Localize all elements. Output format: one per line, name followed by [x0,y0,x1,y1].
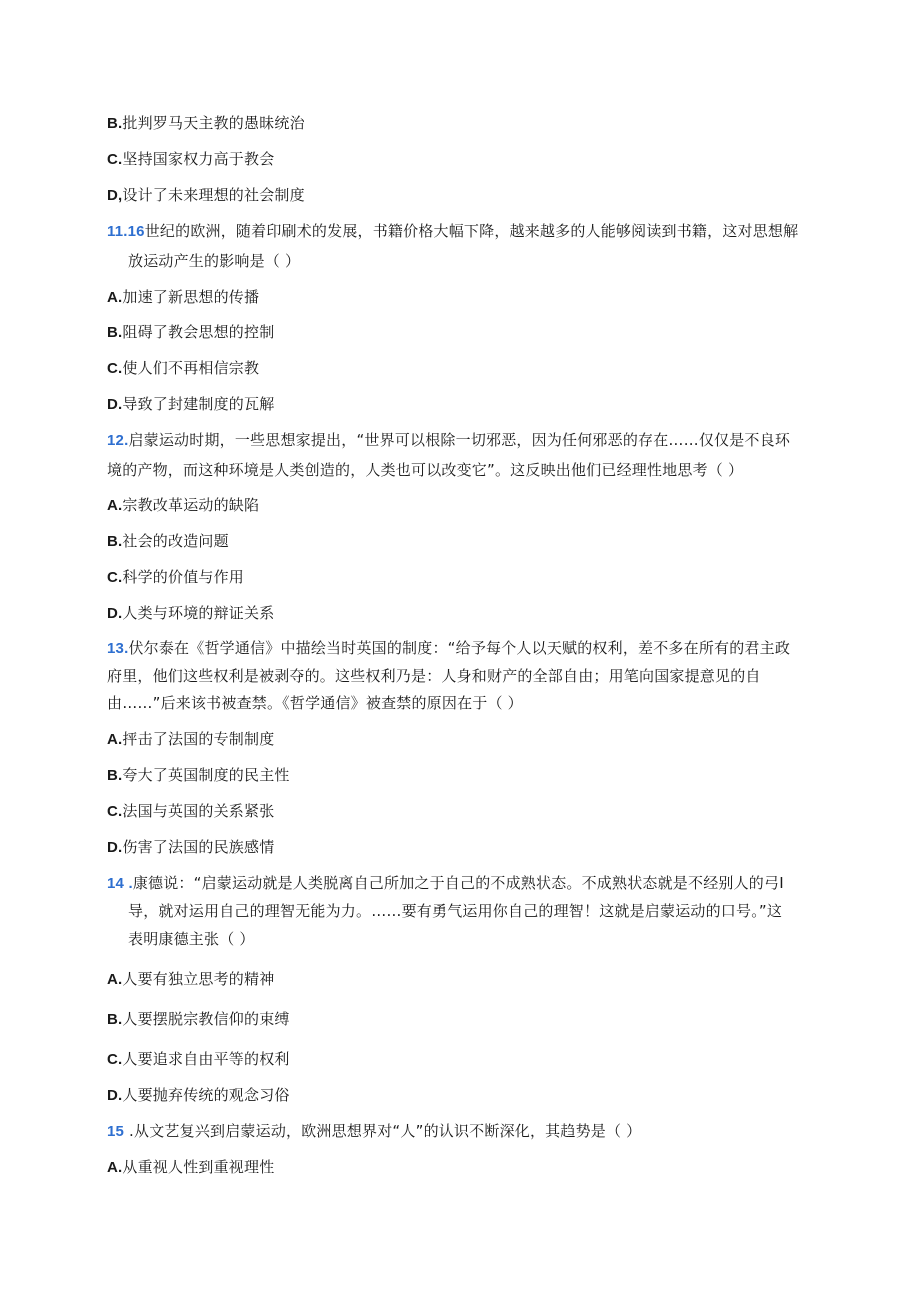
option-line [107,1049,290,1070]
question-line [107,873,784,894]
option-line [107,358,259,379]
option-letter: A. [107,1159,123,1176]
line-text: 康德说：“启蒙运动就是人类脱离自己所加之于自己的不成熟状态。不成熟状态就是不经别人的弓I [132,874,784,892]
line-text: 阻碍了教会思想的控制 [122,323,275,341]
option-letter: C. [107,569,123,586]
option-letter: C. [107,360,123,377]
option-letter: D, [107,187,123,204]
text-line [128,251,300,271]
line-text: 抨击了法国的专制制度 [122,730,275,748]
option-letter: A. [107,497,123,514]
line-text: 由……”后来该书被查禁。《哲学通信》被查禁的原因在于（ ） [107,694,523,712]
option-line [107,113,305,134]
line-text: 人类与环境的辩证关系 [122,604,275,622]
option-letter: B. [107,1011,123,1028]
text-line [128,901,782,921]
line-text: 放运动产生的影响是（ ） [128,252,301,270]
text-line [107,460,743,480]
option-letter: B. [107,533,123,550]
option-letter: D. [107,839,123,856]
line-text: 社会的改造问题 [122,532,229,550]
question-number: 11.16 [107,223,145,240]
option-line [107,1157,274,1178]
option-line [107,287,259,308]
option-line [107,322,274,343]
question-line [107,638,790,659]
option-letter: A. [107,731,123,748]
option-letter: D. [107,605,123,622]
question-line [107,1121,641,1142]
line-text: 坚持国家权力高于教会 [122,150,275,168]
line-text: 夸大了英国制度的民主性 [122,766,290,784]
option-letter: A. [107,289,123,306]
line-text: 境的产物，而这种环境是人类创造的，人类也可以改变它”。这反映出他们已经理性地思考（ ） [107,461,744,479]
question-number: 15 [107,1123,125,1140]
option-line [107,801,274,822]
line-text: 人要追求自由平等的权利 [122,1050,290,1068]
text-line [107,666,761,686]
option-line [107,394,274,415]
option-line [107,495,259,516]
option-letter: C. [107,803,123,820]
option-line [107,185,305,206]
option-line [107,729,274,750]
question-number: 13. [107,640,129,657]
line-text: 加速了新思想的传播 [122,288,260,306]
question-number: 14 . [107,875,133,892]
line-text: 表明康德主张（ ） [128,930,255,948]
line-text: 从重视人性到重视理性 [122,1158,275,1176]
line-text: 伏尔泰在《哲学通信》中描绘当时英国的制度：“给予每个人以天赋的权利，差不多在所有的君主政 [128,639,791,657]
question-line [107,221,798,242]
option-letter: B. [107,767,123,784]
option-line [107,531,229,552]
option-line [107,765,290,786]
line-text: 使人们不再相信宗教 [122,359,260,377]
option-line [107,1009,290,1030]
line-text: 批判罗马天主教的愚昧统治 [122,114,305,132]
line-text: 宗教改革运动的缺陷 [122,496,260,514]
option-letter: B. [107,115,123,132]
line-text: 伤害了法国的民族感情 [122,838,275,856]
line-text: 设计了未来理想的社会制度 [122,186,305,204]
option-letter: C. [107,1051,123,1068]
question-number: 12. [107,432,129,449]
line-text: 府里，他们这些权利是被剥夺的。这些权利乃是：人身和财产的全部自由；用笔向国家提意见的自 [107,667,761,685]
option-line [107,149,274,170]
option-line [107,1085,290,1106]
line-text: 科学的价值与作用 [122,568,245,586]
line-text: 人要有独立思考的精神 [122,970,275,988]
option-letter: A. [107,971,123,988]
line-text: 人要摆脱宗教信仰的束缚 [122,1010,290,1028]
option-line [107,969,274,990]
line-text: .从文艺复兴到启蒙运动，欧洲思想界对“人”的认识不断深化，其趋势是（ ） [124,1122,642,1140]
text-line [107,693,523,713]
question-line [107,430,790,451]
line-text: 法国与英国的关系紧张 [122,802,275,820]
line-text: 人要抛弃传统的观念习俗 [122,1086,290,1104]
line-text: 导致了封建制度的瓦解 [122,395,275,413]
text-line [128,929,255,949]
option-letter: D. [107,1087,123,1104]
line-text: 世纪的欧洲，随着印刷术的发展，书籍价格大幅下降，越来越多的人能够阅读到书籍，这对思想解 [144,222,799,240]
option-letter: C. [107,151,123,168]
option-line [107,837,274,858]
option-letter: B. [107,324,123,341]
option-letter: D. [107,396,123,413]
option-line [107,603,274,624]
line-text: 导，就对运用自己的理智无能为力。……要有勇气运用你自己的理智！这就是启蒙运动的口号。”这 [128,902,783,920]
line-text: 启蒙运动时期，一些思想家提出，“世界可以根除一切邪恶，因为任何邪恶的存在……仅仅是不良环 [128,431,791,449]
option-line [107,567,244,588]
